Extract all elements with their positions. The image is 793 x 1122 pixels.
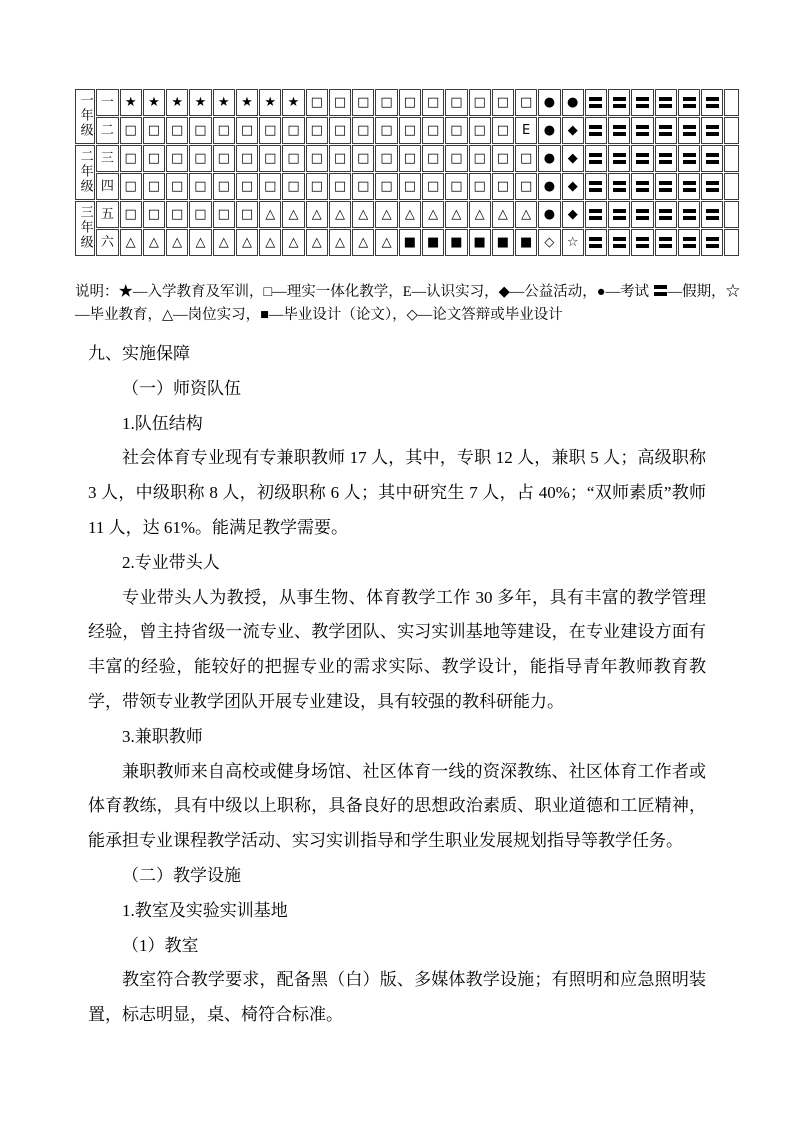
vacation-bars-icon xyxy=(613,181,626,192)
empty-week-cell xyxy=(724,89,739,116)
semester-label-cell: 一 xyxy=(96,89,118,116)
week-symbol-cell xyxy=(608,173,630,200)
week-symbol-cell: □ xyxy=(422,145,444,172)
week-symbol-cell: □ xyxy=(189,201,211,228)
week-symbol-cell xyxy=(585,229,607,256)
teaching-schedule-table-wrap xyxy=(74,88,742,257)
week-symbol-cell xyxy=(608,201,630,228)
vacation-bars-icon xyxy=(636,181,649,192)
week-symbol-cell: □ xyxy=(515,145,537,172)
week-symbol-cell: ★ xyxy=(143,89,165,116)
week-symbol-cell xyxy=(655,89,677,116)
teaching-schedule-table xyxy=(74,88,740,257)
week-symbol-cell xyxy=(655,145,677,172)
week-symbol-cell: □ xyxy=(120,117,142,144)
vacation-bars-icon xyxy=(683,181,696,192)
semester-label-cell: 六 xyxy=(96,229,118,256)
vacation-bars-icon xyxy=(706,209,719,220)
heading-program-leader: 2.专业带头人 xyxy=(122,552,220,572)
week-symbol-cell: □ xyxy=(352,173,374,200)
week-symbol-cell: □ xyxy=(375,145,397,172)
vacation-bars-icon xyxy=(706,181,719,192)
week-symbol-cell: △ xyxy=(282,229,304,256)
week-symbol-cell: △ xyxy=(329,201,351,228)
schedule-row xyxy=(75,145,739,172)
legend-before-vacation: 说明：★—入学教育及军训，□—理实一体化教学，E—认识实习，◆—公益活动，●—考试 xyxy=(75,283,653,300)
paragraph-program-leader: 专业带头人为教授，从事生物、体育教学工作 30 多年，具有丰富的教学管理经验，曾主持省级一流专业、教学团队、实习实训基地等建设，在专业建设方面有丰富的经验，能较好的把握专业的需求实际、教学设计，能指导青年教师教育教学，带领专业教学团队开展专业建设，具有较强的教科研能力。 xyxy=(88,587,706,711)
week-symbol-cell: □ xyxy=(445,117,467,144)
week-symbol-cell: ● xyxy=(538,201,560,228)
week-symbol-cell: □ xyxy=(236,173,258,200)
semester-label-cell: 三 xyxy=(96,145,118,172)
week-symbol-cell: ■ xyxy=(515,229,537,256)
year-label: 一年级 xyxy=(77,92,93,138)
week-symbol-cell: △ xyxy=(329,229,351,256)
vacation-bars-icon xyxy=(706,237,719,248)
week-symbol-cell xyxy=(608,89,630,116)
week-symbol-cell: △ xyxy=(469,201,491,228)
week-symbol-cell: ■ xyxy=(422,229,444,256)
week-symbol-cell: ★ xyxy=(259,89,281,116)
paragraph-parttime-teachers: 兼职教师来自高校或健身场馆、社区体育一线的资深教练、社区体育工作者或体育教练，具有中级以上职称，具备良好的思想政治素质、职业道德和工匠精神，能承担专业课程教学活动、实习实训指导和学生职业发展规划指导等教学任务。 xyxy=(88,761,706,851)
vacation-bars-icon xyxy=(636,97,649,108)
week-symbol-cell: □ xyxy=(282,117,304,144)
semester-label-cell: 五 xyxy=(96,201,118,228)
schedule-row xyxy=(75,229,739,256)
schedule-row xyxy=(75,89,739,116)
week-symbol-cell: □ xyxy=(166,145,188,172)
semester-label-cell: 二 xyxy=(96,117,118,144)
week-symbol-cell: ☆ xyxy=(562,229,584,256)
week-symbol-cell: □ xyxy=(236,145,258,172)
week-symbol-cell: □ xyxy=(166,201,188,228)
vacation-bars-icon xyxy=(659,181,672,192)
heading-classroom-and-training-base: 1.教室及实验实训基地 xyxy=(122,900,288,920)
week-symbol-cell: △ xyxy=(515,201,537,228)
week-symbol-cell xyxy=(655,173,677,200)
vacation-bars-icon xyxy=(706,125,719,136)
week-symbol-cell: □ xyxy=(236,117,258,144)
week-symbol-cell: □ xyxy=(189,145,211,172)
week-symbol-cell: □ xyxy=(143,201,165,228)
week-symbol-cell: □ xyxy=(445,89,467,116)
week-symbol-cell: E xyxy=(515,117,537,144)
vacation-bars-icon xyxy=(659,125,672,136)
vacation-bars-icon xyxy=(589,181,602,192)
week-symbol-cell: □ xyxy=(375,89,397,116)
week-symbol-cell: □ xyxy=(213,145,235,172)
week-symbol-cell: □ xyxy=(306,145,328,172)
week-symbol-cell: □ xyxy=(445,173,467,200)
week-symbol-cell xyxy=(585,145,607,172)
week-symbol-cell xyxy=(678,117,700,144)
heading-teaching-facilities: （二）教学设施 xyxy=(122,865,241,885)
vacation-bars-icon xyxy=(654,285,667,296)
week-symbol-cell: □ xyxy=(306,117,328,144)
week-symbol-cell: □ xyxy=(329,117,351,144)
week-symbol-cell: □ xyxy=(329,145,351,172)
vacation-bars-icon xyxy=(589,209,602,220)
week-symbol-cell xyxy=(631,117,653,144)
vacation-bars-icon xyxy=(613,153,626,164)
week-symbol-cell: △ xyxy=(189,229,211,256)
week-symbol-cell: ★ xyxy=(282,89,304,116)
week-symbol-cell: □ xyxy=(213,117,235,144)
week-symbol-cell: □ xyxy=(143,117,165,144)
week-symbol-cell: △ xyxy=(143,229,165,256)
week-symbol-cell: □ xyxy=(189,117,211,144)
week-symbol-cell: ★ xyxy=(236,89,258,116)
week-symbol-cell: □ xyxy=(492,117,514,144)
week-symbol-cell: □ xyxy=(120,173,142,200)
week-symbol-cell: □ xyxy=(422,89,444,116)
week-symbol-cell: □ xyxy=(143,173,165,200)
week-symbol-cell: □ xyxy=(352,117,374,144)
legend-after-vacation: —假期，☆—毕业教育，△—岗位实习，■—毕业设计（论文），◇—论文答辩或毕业设计 xyxy=(75,283,741,323)
week-symbol-cell: □ xyxy=(399,173,421,200)
week-symbol-cell: ★ xyxy=(189,89,211,116)
week-symbol-cell: □ xyxy=(399,89,421,116)
week-symbol-cell: △ xyxy=(120,229,142,256)
year-label-cell xyxy=(75,89,95,144)
week-symbol-cell: □ xyxy=(492,145,514,172)
legend-text xyxy=(75,281,741,327)
week-symbol-cell: ◆ xyxy=(562,117,584,144)
empty-week-cell xyxy=(724,229,739,256)
week-symbol-cell: △ xyxy=(375,229,397,256)
week-symbol-cell xyxy=(701,229,723,256)
week-symbol-cell: □ xyxy=(120,145,142,172)
vacation-bars-icon xyxy=(613,125,626,136)
vacation-bars-icon xyxy=(589,97,602,108)
week-symbol-cell: □ xyxy=(515,89,537,116)
week-symbol-cell: □ xyxy=(259,117,281,144)
week-symbol-cell: ◆ xyxy=(562,173,584,200)
week-symbol-cell: □ xyxy=(213,201,235,228)
week-symbol-cell: ■ xyxy=(469,229,491,256)
week-symbol-cell: □ xyxy=(515,173,537,200)
vacation-bars-icon xyxy=(613,209,626,220)
week-symbol-cell: △ xyxy=(259,229,281,256)
vacation-bars-icon xyxy=(683,97,696,108)
week-symbol-cell: □ xyxy=(445,145,467,172)
week-symbol-cell: △ xyxy=(166,229,188,256)
week-symbol-cell: ◆ xyxy=(562,145,584,172)
week-symbol-cell: □ xyxy=(259,145,281,172)
week-symbol-cell: □ xyxy=(306,173,328,200)
vacation-bars-icon xyxy=(706,153,719,164)
empty-week-cell xyxy=(724,145,739,172)
week-symbol-cell: △ xyxy=(236,229,258,256)
schedule-row xyxy=(75,173,739,200)
week-symbol-cell: □ xyxy=(399,117,421,144)
week-symbol-cell: □ xyxy=(352,89,374,116)
heading-faculty-team: （一）师资队伍 xyxy=(122,378,241,398)
week-symbol-cell: △ xyxy=(352,229,374,256)
week-symbol-cell xyxy=(701,173,723,200)
week-symbol-cell: □ xyxy=(213,173,235,200)
week-symbol-cell: □ xyxy=(422,173,444,200)
week-symbol-cell xyxy=(631,89,653,116)
week-symbol-cell xyxy=(655,201,677,228)
week-symbol-cell: ● xyxy=(538,117,560,144)
week-symbol-cell xyxy=(585,117,607,144)
vacation-bars-icon xyxy=(659,237,672,248)
heading-classroom: （1）教室 xyxy=(122,935,199,955)
week-symbol-cell: □ xyxy=(492,89,514,116)
empty-week-cell xyxy=(724,173,739,200)
week-symbol-cell: □ xyxy=(259,173,281,200)
week-symbol-cell: ■ xyxy=(492,229,514,256)
week-symbol-cell: □ xyxy=(399,145,421,172)
week-symbol-cell xyxy=(631,173,653,200)
vacation-bars-icon xyxy=(683,153,696,164)
schedule-row xyxy=(75,201,739,228)
vacation-bars-icon xyxy=(636,237,649,248)
week-symbol-cell: □ xyxy=(329,89,351,116)
vacation-bars-icon xyxy=(589,153,602,164)
week-symbol-cell: □ xyxy=(469,117,491,144)
year-label: 二年级 xyxy=(77,148,93,194)
year-label: 三年级 xyxy=(77,204,93,250)
vacation-bars-icon xyxy=(683,209,696,220)
heading-parttime-teachers: 3.兼职教师 xyxy=(122,726,203,746)
vacation-bars-icon xyxy=(706,97,719,108)
week-symbol-cell xyxy=(678,145,700,172)
week-symbol-cell: □ xyxy=(469,89,491,116)
vacation-bars-icon xyxy=(636,153,649,164)
week-symbol-cell: □ xyxy=(492,173,514,200)
week-symbol-cell xyxy=(631,229,653,256)
week-symbol-cell: △ xyxy=(306,229,328,256)
week-symbol-cell: ■ xyxy=(399,229,421,256)
vacation-bars-icon xyxy=(659,209,672,220)
week-symbol-cell xyxy=(678,229,700,256)
document-body xyxy=(88,337,706,1033)
vacation-bars-icon xyxy=(636,209,649,220)
week-symbol-cell: □ xyxy=(120,201,142,228)
semester-label-cell: 四 xyxy=(96,173,118,200)
week-symbol-cell xyxy=(678,201,700,228)
week-symbol-cell xyxy=(608,145,630,172)
heading-implementation-guarantee: 九、实施保障 xyxy=(88,344,190,363)
week-symbol-cell: △ xyxy=(445,201,467,228)
week-symbol-cell xyxy=(701,89,723,116)
week-symbol-cell xyxy=(608,229,630,256)
year-label-cell xyxy=(75,145,95,200)
week-symbol-cell xyxy=(701,145,723,172)
week-symbol-cell: ● xyxy=(538,89,560,116)
week-symbol-cell: □ xyxy=(469,173,491,200)
week-symbol-cell xyxy=(678,89,700,116)
week-symbol-cell: △ xyxy=(375,201,397,228)
week-symbol-cell: △ xyxy=(422,201,444,228)
week-symbol-cell xyxy=(655,117,677,144)
week-symbol-cell: ◇ xyxy=(538,229,560,256)
week-symbol-cell: △ xyxy=(492,201,514,228)
week-symbol-cell xyxy=(701,201,723,228)
week-symbol-cell xyxy=(585,201,607,228)
week-symbol-cell: ★ xyxy=(120,89,142,116)
week-symbol-cell: ● xyxy=(538,145,560,172)
week-symbol-cell xyxy=(608,117,630,144)
week-symbol-cell: □ xyxy=(329,173,351,200)
week-symbol-cell: □ xyxy=(189,173,211,200)
week-symbol-cell: □ xyxy=(166,117,188,144)
week-symbol-cell xyxy=(585,89,607,116)
vacation-bars-icon xyxy=(636,125,649,136)
week-symbol-cell: □ xyxy=(166,173,188,200)
week-symbol-cell: □ xyxy=(282,173,304,200)
week-symbol-cell: ◆ xyxy=(562,201,584,228)
vacation-bars-icon xyxy=(613,237,626,248)
week-symbol-cell xyxy=(678,173,700,200)
year-label-cell xyxy=(75,201,95,256)
week-symbol-cell: ★ xyxy=(213,89,235,116)
vacation-bars-icon xyxy=(659,153,672,164)
week-symbol-cell xyxy=(585,173,607,200)
vacation-bars-icon xyxy=(613,97,626,108)
week-symbol-cell: ● xyxy=(538,173,560,200)
week-symbol-cell: ■ xyxy=(445,229,467,256)
week-symbol-cell: □ xyxy=(375,117,397,144)
vacation-bars-icon xyxy=(659,97,672,108)
week-symbol-cell: ● xyxy=(562,89,584,116)
heading-team-structure: 1.队伍结构 xyxy=(122,413,203,433)
schedule-tbody xyxy=(75,89,739,256)
week-symbol-cell: □ xyxy=(422,117,444,144)
vacation-bars-icon xyxy=(683,237,696,248)
paragraph-classroom: 教室符合教学要求，配备黑（白）版、多媒体教学设施；有照明和应急照明装置，标志明显，桌、椅符合标准。 xyxy=(88,970,706,1025)
empty-week-cell xyxy=(724,117,739,144)
week-symbol-cell: □ xyxy=(469,145,491,172)
week-symbol-cell xyxy=(631,145,653,172)
week-symbol-cell: □ xyxy=(282,145,304,172)
week-symbol-cell: △ xyxy=(259,201,281,228)
week-symbol-cell: □ xyxy=(143,145,165,172)
week-symbol-cell: △ xyxy=(213,229,235,256)
week-symbol-cell: △ xyxy=(306,201,328,228)
vacation-bars-icon xyxy=(683,125,696,136)
week-symbol-cell: □ xyxy=(375,173,397,200)
week-symbol-cell: □ xyxy=(352,145,374,172)
week-symbol-cell xyxy=(655,229,677,256)
vacation-bars-icon xyxy=(589,125,602,136)
paragraph-team-structure: 社会体育专业现有专兼职教师 17 人，其中，专职 12 人，兼职 5 人；高级职称 3 人，中级职称 8 人，初级职称 6 人；其中研究生 7 人，占 40%；“双师素质”教师 11 人，达 61%。能满足教学需要。 xyxy=(88,448,706,537)
week-symbol-cell: △ xyxy=(352,201,374,228)
schedule-row xyxy=(75,117,739,144)
week-symbol-cell: △ xyxy=(282,201,304,228)
week-symbol-cell: ★ xyxy=(166,89,188,116)
week-symbol-cell xyxy=(701,117,723,144)
vacation-bars-icon xyxy=(589,237,602,248)
week-symbol-cell: □ xyxy=(306,89,328,116)
week-symbol-cell: △ xyxy=(399,201,421,228)
week-symbol-cell: □ xyxy=(236,201,258,228)
week-symbol-cell xyxy=(631,201,653,228)
empty-week-cell xyxy=(724,201,739,228)
